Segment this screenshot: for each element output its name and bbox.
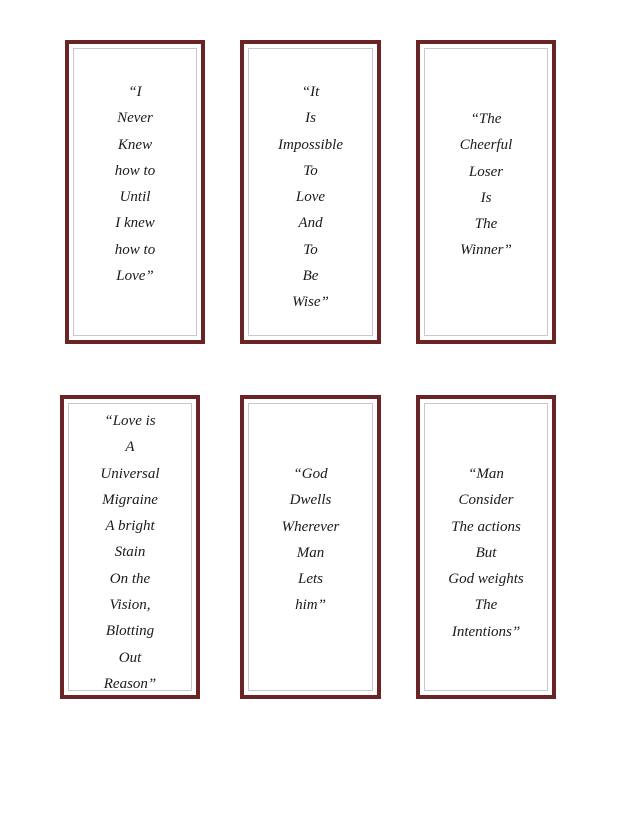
- quote-line: Winner”: [460, 242, 512, 259]
- quote-line: Wherever: [281, 518, 340, 535]
- quote-line: Man: [296, 544, 325, 561]
- quote-line: Never: [117, 110, 153, 127]
- quote-line: how to: [114, 162, 156, 179]
- bookmark-card: [240, 40, 381, 344]
- quote-line: Dwells: [289, 492, 332, 509]
- quote-text: [420, 106, 552, 264]
- quote-line: “God: [293, 466, 328, 482]
- quote-line: “The: [470, 111, 502, 127]
- quote-text: [244, 461, 377, 619]
- quote-line: Is: [305, 110, 316, 127]
- quote-line: Loser: [468, 163, 504, 180]
- quote-line: I knew: [115, 215, 155, 232]
- quote-text: [69, 79, 201, 289]
- quote-line: The actions: [451, 518, 521, 535]
- quote-line: Is: [480, 189, 492, 206]
- quote-line: And: [298, 215, 323, 232]
- quote-line: Impossible: [278, 136, 343, 153]
- quote-text: [64, 408, 196, 697]
- quote-line: Cheerful: [459, 137, 513, 154]
- quote-text: [244, 79, 377, 316]
- quote-line: “It: [301, 84, 320, 100]
- bookmark-card: [416, 395, 556, 699]
- quote-line: Lets: [297, 571, 323, 588]
- bookmark-card: [60, 395, 200, 699]
- quote-line: Stain: [114, 544, 146, 561]
- quote-line: On the: [109, 570, 151, 587]
- quote-line: “I: [128, 84, 142, 100]
- quote-line: Knew: [117, 136, 153, 153]
- quote-line: A: [125, 439, 135, 456]
- quote-line: Be: [302, 268, 319, 285]
- quote-line: Migraine: [102, 491, 158, 508]
- quote-line: The: [474, 216, 498, 233]
- quote-line: But: [475, 544, 497, 561]
- quote-line: Blotting: [105, 623, 155, 640]
- quote-text: [420, 461, 552, 645]
- quote-line: Love: [295, 189, 326, 206]
- quote-line: him”: [295, 597, 326, 614]
- quote-line: Reason”: [103, 675, 157, 692]
- quote-line: Wise”: [292, 294, 329, 311]
- quote-line: Until: [119, 189, 151, 206]
- quote-line: God weights: [448, 571, 524, 588]
- quote-line: “Love is: [104, 413, 156, 429]
- quote-line: To: [303, 241, 318, 258]
- quote-line: Out: [118, 649, 142, 666]
- quote-line: A bright: [105, 518, 155, 535]
- quote-line: how to: [114, 241, 156, 258]
- quote-line: Love”: [116, 268, 154, 285]
- quote-line: Vision,: [109, 597, 151, 614]
- bookmark-card: [416, 40, 556, 344]
- quote-line: Universal: [100, 465, 160, 482]
- quote-line: Intentions”: [451, 623, 521, 640]
- quote-line: To: [303, 162, 318, 179]
- bookmark-card: [65, 40, 205, 344]
- quote-line: Consider: [458, 492, 514, 509]
- quote-line: “Man: [468, 466, 504, 482]
- bookmark-card: [240, 395, 381, 699]
- quote-line: The: [474, 597, 498, 614]
